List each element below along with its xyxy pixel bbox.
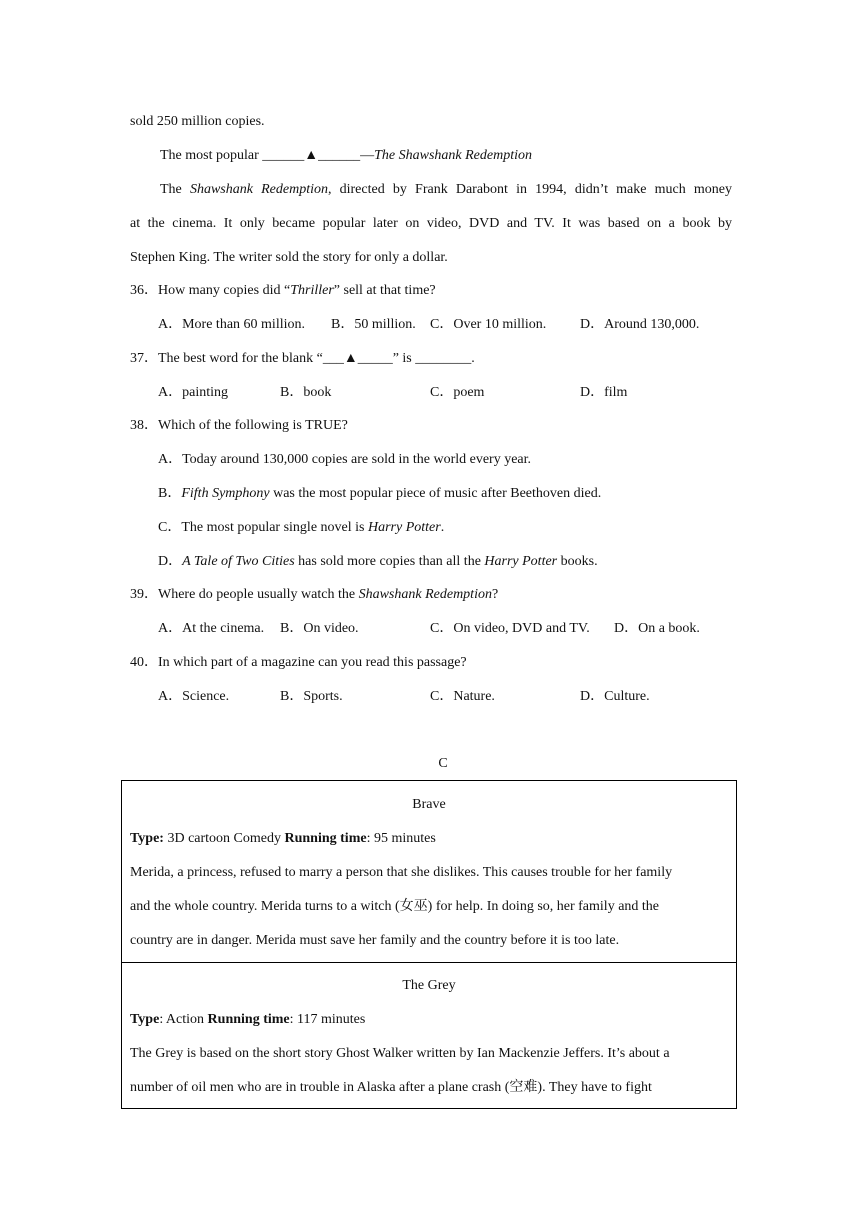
movie-description-line: Merida, a princess, refused to marry a person that she dislikes. This causes trouble for her family xyxy=(130,865,673,880)
type-label: Type: xyxy=(130,831,164,846)
option-text: . xyxy=(440,520,445,535)
q40-option-b[interactable]: B．Sports. xyxy=(280,689,343,704)
stem-text: 36．How many copies did “ xyxy=(130,283,291,298)
passage-paragraph-line-3 xyxy=(130,248,448,268)
q37-option-a[interactable]: A．painting xyxy=(158,385,228,400)
movie-table xyxy=(121,780,737,1109)
question-36-stem xyxy=(130,281,436,301)
movie-cell-the-grey xyxy=(122,962,736,1109)
running-time-value: : 95 minutes xyxy=(366,831,436,846)
q38-option-d[interactable] xyxy=(158,552,598,572)
running-time-value: : 117 minutes xyxy=(289,1012,366,1027)
question-38-stem: 38．Which of the following is TRUE? xyxy=(130,418,348,433)
option-text: D． xyxy=(158,554,183,569)
q39-option-b[interactable]: B．On video. xyxy=(280,621,359,636)
para-text: , directed by Frank Darabont in 1994, didn’t make much money xyxy=(327,182,733,197)
stem-text: ” sell at that time? xyxy=(333,283,436,298)
para-text: at the cinema. It only became popular later on video, DVD and TV. It was based on a book by xyxy=(130,216,732,231)
movie-title: The Grey xyxy=(402,978,456,993)
stem-text: ? xyxy=(491,587,499,602)
option-title: Harry Potter xyxy=(484,554,558,569)
subheading-prefix: The most popular ______▲______— xyxy=(160,148,375,163)
option-title: A Tale of Two Cities xyxy=(182,554,295,569)
movie-description-line: The Grey is based on the short story Ghost Walker written by Ian Mackenzie Jeffers. It’s about a xyxy=(130,1046,670,1061)
option-title: Harry Potter xyxy=(367,520,441,535)
q37-option-b[interactable]: B．book xyxy=(280,385,332,400)
stem-title: Shawshank Redemption xyxy=(358,587,492,602)
q39-option-d[interactable]: D．On a book. xyxy=(614,621,700,636)
stem-title: Thriller xyxy=(290,283,334,298)
type-value: : Action xyxy=(159,1012,208,1027)
option-text: books. xyxy=(557,554,598,569)
passage-paragraph-line-2 xyxy=(130,214,732,234)
q36-option-d[interactable]: D．Around 130,000. xyxy=(580,317,700,332)
movie-description-line: and the whole country. Merida turns to a witch (女巫) for help. In doing so, her family and the xyxy=(130,899,660,914)
q36-option-c[interactable]: C．Over 10 million. xyxy=(430,317,547,332)
passage-subheading xyxy=(160,146,532,166)
q40-option-c[interactable]: C．Nature. xyxy=(430,689,495,704)
para-text: The xyxy=(160,182,190,197)
movie-description-line: number of oil men who are in trouble in Alaska after a plane crash (空难). They have to fight xyxy=(130,1080,652,1095)
passage-text: sold 250 million copies. xyxy=(130,114,265,129)
q36-option-a[interactable]: A．More than 60 million. xyxy=(158,317,305,332)
running-time-label: Running time xyxy=(207,1012,290,1027)
movie-title: Brave xyxy=(412,797,446,812)
section-label: C xyxy=(438,756,448,771)
para-text: Stephen King. The writer sold the story for only a dollar. xyxy=(130,250,448,265)
type-label: Type xyxy=(130,1012,160,1027)
para-movie-title: Shawshank Redemption xyxy=(189,182,328,197)
question-37-stem: 37．The best word for the blank “___▲_____” is ________. xyxy=(130,351,475,366)
movie-cell-brave xyxy=(122,781,736,962)
movie-meta xyxy=(130,829,436,849)
q39-option-c[interactable]: C．On video, DVD and TV. xyxy=(430,621,590,636)
q40-option-d[interactable]: D．Culture. xyxy=(580,689,650,704)
option-text: B． xyxy=(158,486,182,501)
q38-option-b[interactable] xyxy=(158,484,601,504)
stem-text: 39．Where do people usually watch the xyxy=(130,587,359,602)
option-text: has sold more copies than all the xyxy=(294,554,485,569)
passage-line xyxy=(130,112,265,132)
q36-option-b[interactable]: B．50 million. xyxy=(331,317,416,332)
q38-option-a[interactable]: A．Today around 130,000 copies are sold in the world every year. xyxy=(158,452,532,467)
q38-option-c[interactable] xyxy=(158,518,444,538)
movie-meta xyxy=(130,1010,365,1030)
option-text: was the most popular piece of music after Beethoven died. xyxy=(269,486,602,501)
q37-option-c[interactable]: C．poem xyxy=(430,385,485,400)
subheading-title: The Shawshank Redemption xyxy=(374,148,532,163)
q37-option-d[interactable]: D．film xyxy=(580,385,628,400)
movie-description-line: country are in danger. Merida must save her family and the country before it is too late. xyxy=(130,933,620,948)
q39-option-a[interactable]: A．At the cinema. xyxy=(158,621,265,636)
running-time-label: Running time xyxy=(284,831,367,846)
option-title: Fifth Symphony xyxy=(181,486,270,501)
question-39-stem xyxy=(130,585,498,605)
question-40-stem: 40．In which part of a magazine can you read this passage? xyxy=(130,655,467,670)
option-text: C．The most popular single novel is xyxy=(158,520,368,535)
type-value: 3D cartoon Comedy xyxy=(163,831,285,846)
passage-paragraph-line-1 xyxy=(160,180,732,200)
q40-option-a[interactable]: A．Science. xyxy=(158,689,230,704)
